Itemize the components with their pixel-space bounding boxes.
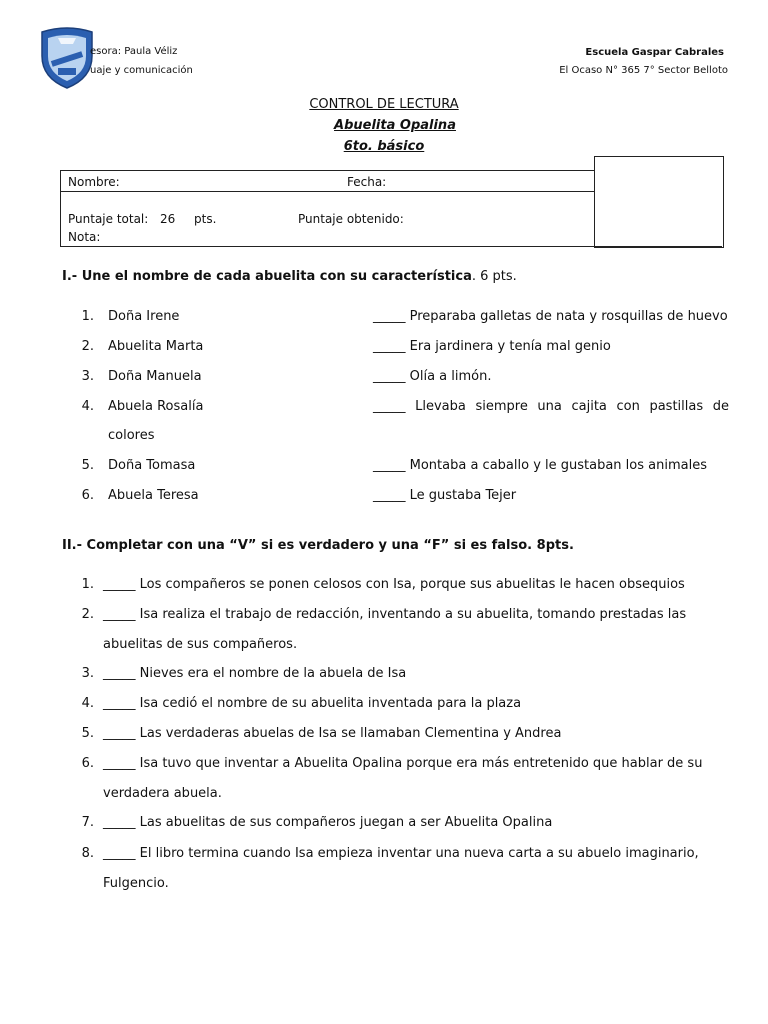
total-score-unit: pts.: [194, 212, 217, 226]
name-number: 6.: [81, 488, 94, 503]
item-number: 4.: [81, 696, 94, 711]
teacher-name: esora: Paula Véliz: [90, 46, 178, 57]
trait-item: _____ Era jardinera y tenía mal genio: [373, 339, 611, 354]
name-number: 3.: [81, 369, 94, 384]
name-number: 4.: [81, 399, 94, 414]
grandma-name: Doña Tomasa: [108, 458, 196, 473]
obtained-score-label: Puntaje obtenido:: [298, 212, 404, 226]
name-number: 5.: [81, 458, 94, 473]
item-number: 8.: [81, 846, 94, 861]
grade-label: Nota:: [68, 230, 101, 244]
grandma-name: Abuelita Marta: [108, 339, 204, 354]
grandma-name: Doña Manuela: [108, 369, 202, 384]
total-score-label: Puntaje total:: [68, 212, 149, 226]
trait-continuation: colores: [108, 428, 155, 443]
grade-box: [594, 156, 724, 248]
book-title: Abuelita Opalina: [334, 118, 456, 133]
grandma-name: Abuela Rosalía: [108, 399, 204, 414]
form-bottom-line: [60, 246, 722, 247]
true-false-item: _____ Los compañeros se ponen celosos con Isa, porque sus abuelitas le hacen obsequios: [103, 577, 685, 592]
item-number: 5.: [81, 726, 94, 741]
true-false-item: _____ Isa tuvo que inventar a Abuelita Opalina porque era más entretenido que hablar de su: [103, 756, 703, 771]
true-false-item: _____ El libro termina cuando Isa empieza inventar una nueva carta a su abuelo imaginario,: [103, 846, 699, 861]
item-number: 6.: [81, 756, 94, 771]
school-name: Escuela Gaspar Cabrales: [585, 47, 724, 58]
form-left-line: [60, 170, 61, 247]
item-number: 2.: [81, 607, 94, 622]
grade-title: 6to. básico: [343, 139, 425, 154]
page-title: CONTROL DE LECTURA: [309, 97, 459, 112]
total-score-value: 26: [160, 212, 176, 226]
true-false-item: _____ Nieves era el nombre de la abuela de Isa: [103, 666, 407, 681]
section1-heading: [62, 269, 517, 284]
trait-item: _____ Montaba a caballo y le gustaban los animales: [373, 458, 707, 473]
name-label: Nombre:: [68, 175, 120, 189]
school-address: El Ocaso N° 365 7° Sector Belloto: [559, 65, 728, 76]
trait-item: _____ Le gustaba Tejer: [373, 488, 517, 503]
date-label: Fecha:: [347, 175, 387, 189]
item-continuation: abuelitas de sus compañeros.: [103, 637, 298, 652]
section1-heading-text: I.- Une el nombre de cada abuelita con su característica: [62, 269, 472, 284]
trait-item: _____ Olía a limón.: [373, 369, 492, 384]
true-false-item: _____ Las verdaderas abuelas de Isa se llamaban Clementina y Andrea: [103, 726, 562, 741]
section2-heading: II.- Completar con una “V” si es verdadero y una “F” si es falso. 8pts.: [62, 538, 574, 553]
item-continuation: Fulgencio.: [103, 876, 169, 891]
trait-item: _____ Llevaba siempre una cajita con pastillas de: [373, 399, 729, 414]
name-number: 2.: [81, 339, 94, 354]
school-logo-icon: [38, 26, 96, 90]
true-false-item: _____ Las abuelitas de sus compañeros juegan a ser Abuelita Opalina: [103, 815, 553, 830]
item-number: 7.: [81, 815, 94, 830]
grandma-name: Abuela Teresa: [108, 488, 199, 503]
section1-points: . 6 pts.: [471, 269, 517, 284]
item-continuation: verdadera abuela.: [103, 786, 222, 801]
name-number: 1.: [81, 309, 94, 324]
trait-item: _____ Preparaba galletas de nata y rosquillas de huevo: [373, 309, 728, 324]
subject-name: uaje y comunicación: [90, 65, 193, 76]
item-number: 1.: [81, 577, 94, 592]
true-false-item: _____ Isa cedió el nombre de su abuelita inventada para la plaza: [103, 696, 522, 711]
true-false-item: _____ Isa realiza el trabajo de redacción, inventando a su abuelita, tomando prestadas las: [103, 607, 687, 622]
grandma-name: Doña Irene: [108, 309, 180, 324]
item-number: 3.: [81, 666, 94, 681]
form-mid-line: [60, 191, 594, 192]
form-top-line: [60, 170, 594, 171]
